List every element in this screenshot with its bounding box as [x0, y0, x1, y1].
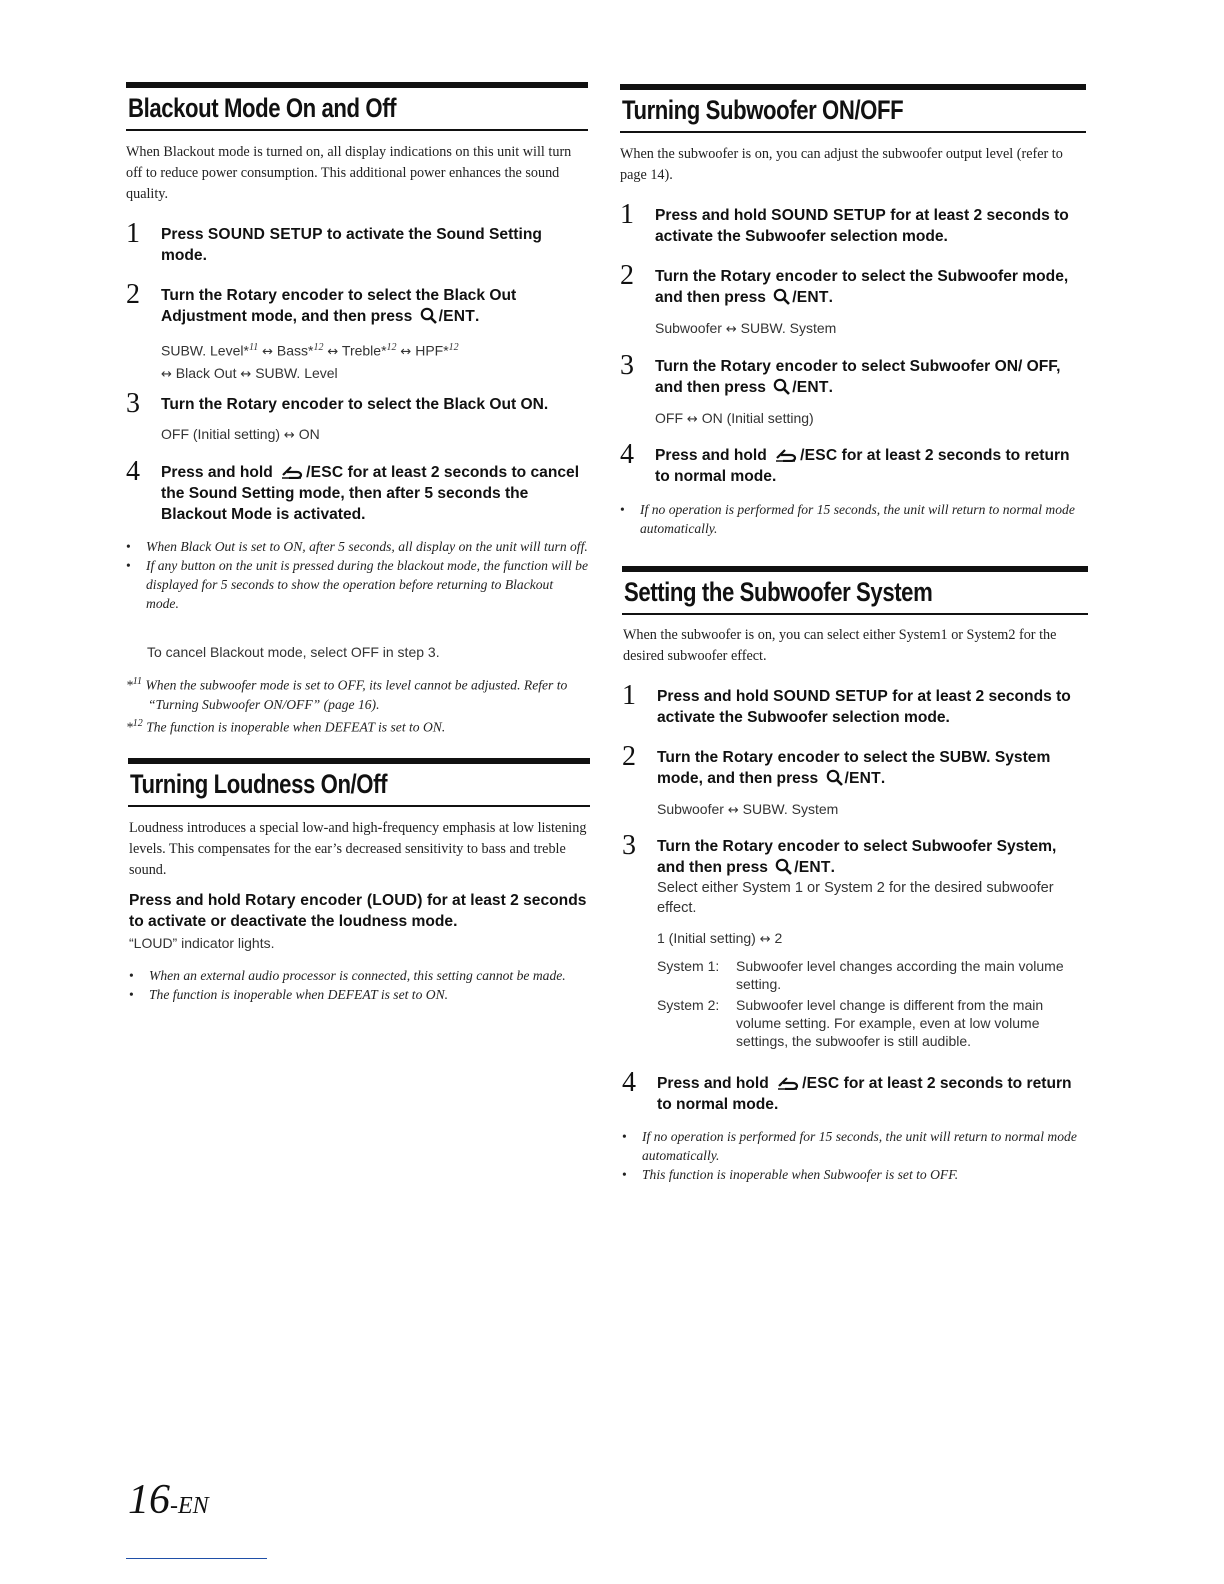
- step-keyword: Rotary encoder: [722, 749, 840, 766]
- page-number-value: 16: [128, 1477, 170, 1523]
- blackout-cancel-text: To cancel Blackout mode, select OFF in step 3.: [147, 644, 440, 660]
- double-arrow-icon: ↔: [327, 344, 339, 360]
- double-arrow-icon: ↔: [283, 428, 295, 443]
- step-text: [657, 747, 1088, 789]
- step-text-end: .: [828, 289, 833, 306]
- step-keyword: SOUND SETUP: [207, 226, 323, 243]
- heading-rule: [620, 131, 1086, 133]
- step-text-pre: Press: [161, 226, 208, 243]
- note-item: • The function is inoperable when DEFEAT is set to ON.: [129, 985, 591, 1004]
- step-text: [161, 394, 588, 415]
- footnote-number: 11: [132, 676, 143, 687]
- subwoofer-system-step-1: [622, 680, 1088, 728]
- double-arrow-icon: ↔: [686, 412, 698, 427]
- step-text-end: .: [828, 379, 833, 396]
- system-1-row: [657, 957, 1086, 993]
- blackout-step-3-sequence: [161, 424, 588, 446]
- search-enter-icon: [773, 378, 791, 395]
- seq-item: SUBW. Level: [255, 364, 338, 381]
- step-number: 2: [126, 279, 140, 310]
- double-arrow-icon: ↔: [759, 932, 771, 947]
- return-esc-icon: [777, 1075, 801, 1090]
- search-enter-icon: [826, 769, 844, 786]
- seq-item: 2: [774, 930, 783, 946]
- step-text-pre: Press and hold: [657, 1075, 774, 1092]
- step-text-post: for at least 2 seconds to cancel the Sound Setting mode, then after 5 seconds the Blackout Mode is activated.: [161, 464, 580, 523]
- subwoofer-onoff-step-1: [620, 199, 1086, 247]
- step-text: [657, 836, 1088, 878]
- footnote-ref: 11: [248, 342, 259, 353]
- seq-item: Black Out: [175, 364, 237, 381]
- subwoofer-system-step-2-sequence: [657, 799, 1086, 821]
- step-number: 3: [622, 830, 636, 861]
- loudness-notes: [129, 966, 591, 1004]
- step-text: [655, 445, 1086, 487]
- double-arrow-icon: ↔: [262, 344, 273, 360]
- seq-item: Bass*: [276, 342, 314, 359]
- seq-item: ON (Initial setting): [701, 410, 814, 426]
- heading-bar: [128, 758, 590, 764]
- footnote-mark: *: [126, 719, 133, 735]
- blackout-notes: [126, 537, 588, 613]
- esc-label: /ESC: [802, 1075, 840, 1092]
- seq-item: Subwoofer: [657, 801, 724, 817]
- loudness-instruction: [129, 890, 591, 932]
- step-text-post: to select the SUBW. System mode, and then press: [657, 749, 1051, 787]
- footnote-ref: 12: [448, 342, 459, 353]
- system-label: System 2:: [657, 997, 720, 1013]
- step-keyword: Rotary encoder: [722, 838, 840, 855]
- subwoofer-system-heading: [622, 566, 1088, 615]
- footnote-text: When the subwoofer mode is set to OFF, its level cannot be adjusted. Refer to “Turning Subwoofer ON/OFF” (page 16).: [142, 677, 568, 712]
- ent-label: /ENT: [792, 289, 829, 306]
- heading-bar: [622, 566, 1088, 572]
- loudness-section-heading: [128, 758, 590, 807]
- step-text-pre: Turn the: [161, 396, 227, 413]
- loudness-indicator-text: “LOUD” indicator lights.: [129, 935, 275, 951]
- step-number: 1: [620, 199, 634, 230]
- subwoofer-onoff-step-3-sequence: [655, 408, 1086, 430]
- double-arrow-icon: ↔: [727, 803, 739, 818]
- step-text-end: .: [880, 770, 886, 787]
- step-text: [655, 356, 1086, 398]
- blackout-footnotes: [126, 672, 588, 736]
- ent-label: /ENT: [794, 859, 831, 876]
- heading-rule: [126, 129, 588, 131]
- note-item: • This function is inoperable when Subwoofer is set to OFF.: [622, 1165, 1088, 1184]
- double-arrow-icon: ↔: [725, 322, 737, 337]
- step-text-post: to select the Black Out ON.: [343, 396, 549, 413]
- subwoofer-onoff-step-4: [620, 439, 1086, 487]
- step-text-post: to select the Black Out Adjustment mode, and then press: [161, 287, 517, 325]
- esc-label: /ESC: [306, 464, 344, 481]
- step-keyword: SOUND SETUP: [773, 688, 888, 705]
- blackout-intro: When Blackout mode is turned on, all display indications on this unit will turn off to reduce power consumption. This additional power enhances the sound quality.: [126, 144, 572, 202]
- footnote-ref: 12: [313, 342, 324, 353]
- ent-label: /ENT: [844, 770, 881, 787]
- note-item: • If any button on the unit is pressed during the blackout mode, the function will be displayed for 5 seconds to show the operation before returning to Blackout mode.: [126, 556, 588, 613]
- step-text-pre: Turn the: [655, 268, 721, 285]
- step-text-end: .: [830, 859, 835, 876]
- blackout-title: Blackout Mode On and Off: [128, 93, 397, 123]
- subwoofer-system-title: Setting the Subwoofer System: [624, 577, 933, 607]
- esc-label: /ESC: [800, 447, 838, 464]
- subwoofer-system-step-3-desc: Select either System 1 or System 2 for the desired subwoofer effect.: [657, 880, 1054, 916]
- step-number: 4: [620, 439, 634, 470]
- step-text-post: for at least 2 seconds to return to normal mode.: [655, 447, 1070, 485]
- loudness-intro: Loudness introduces a special low-and high-frequency emphasis at low listening levels. This compensates for the ear’s decreased sensitivity to bass and treble sound.: [129, 820, 587, 878]
- step-text-pre: Turn the: [657, 838, 723, 855]
- step-text-pre: Press and hold: [129, 892, 246, 909]
- seq-item: Subwoofer: [655, 320, 722, 336]
- step-number: 3: [620, 350, 634, 381]
- step-keyword: Rotary encoder: [226, 287, 344, 304]
- page-number-suffix: -EN: [170, 1493, 209, 1519]
- subwoofer-system-step-2: [622, 741, 1088, 789]
- blackout-step-2: [126, 279, 588, 327]
- seq-item: HPF*: [415, 342, 449, 359]
- double-arrow-icon: ↔: [400, 344, 412, 360]
- blackout-section-heading: [126, 82, 588, 131]
- step-text-pre: Press and hold: [657, 688, 774, 705]
- system-2-row: [657, 996, 1086, 1050]
- subwoofer-system-notes: [622, 1127, 1088, 1184]
- subwoofer-onoff-heading: [620, 84, 1086, 133]
- seq-item: SUBW. System: [740, 320, 837, 336]
- step-text-post: to select the Subwoofer mode, and then press: [655, 268, 1069, 306]
- step-keyword: SOUND SETUP: [771, 207, 886, 224]
- system-desc: Subwoofer level changes according the main volume setting.: [736, 958, 1064, 992]
- step-number: 2: [620, 260, 634, 291]
- footnote-item: [126, 672, 588, 714]
- heading-rule: [622, 613, 1088, 615]
- step-keyword: Rotary encoder: [226, 396, 344, 413]
- footnote-number: 12: [132, 717, 143, 729]
- step-text-pre: Turn the: [655, 358, 721, 375]
- return-esc-icon: [281, 464, 305, 479]
- step-number: 1: [126, 218, 140, 249]
- step-text-post: for at least 2 seconds to activate the Subwoofer selection mode.: [655, 207, 1069, 245]
- seq-item: ON: [298, 426, 320, 442]
- step-number: 4: [622, 1067, 636, 1098]
- note-item: • When Black Out is set to ON, after 5 seconds, all display on the unit will turn off.: [126, 537, 588, 556]
- step-number: 3: [126, 388, 140, 419]
- blackout-step-2-sequence: [161, 338, 588, 385]
- blackout-step-3: [126, 388, 588, 419]
- seq-item: SUBW. System: [742, 801, 839, 817]
- step-text-end: .: [474, 308, 480, 325]
- page-number: [128, 1476, 209, 1524]
- step-text-post: to activate the Sound Setting mode.: [161, 226, 542, 264]
- step-text: [657, 1073, 1088, 1115]
- double-arrow-icon: ↔: [240, 366, 252, 382]
- seq-item: Treble*: [341, 342, 387, 359]
- footnote-mark: *: [126, 677, 133, 693]
- heading-bar: [620, 84, 1086, 90]
- blackout-step-1: [126, 218, 588, 266]
- subwoofer-onoff-notes: [620, 500, 1086, 538]
- ent-label: /ENT: [792, 379, 829, 396]
- subwoofer-onoff-intro: When the subwoofer is on, you can adjust the subwoofer output level (refer to page 14).: [620, 146, 1063, 183]
- seq-item: OFF: [655, 410, 683, 426]
- step-text: [161, 285, 588, 327]
- subwoofer-system-intro: When the subwoofer is on, you can select either System1 or System2 for the desired subwoofer effect.: [623, 627, 1057, 664]
- subwoofer-onoff-step-2-sequence: [655, 318, 1086, 340]
- search-enter-icon: [773, 288, 791, 305]
- note-item: • If no operation is performed for 15 seconds, the unit will return to normal mode automatically.: [620, 500, 1086, 538]
- seq-item: SUBW. Level*: [161, 342, 249, 359]
- seq-item: OFF (Initial setting): [161, 426, 281, 442]
- search-enter-icon: [420, 307, 438, 324]
- return-esc-icon: [775, 447, 799, 462]
- step-keyword: Rotary encoder (LOUD): [245, 892, 423, 909]
- step-number: 4: [126, 456, 140, 487]
- note-item: • If no operation is performed for 15 seconds, the unit will return to normal mode automatically.: [622, 1127, 1088, 1165]
- step-text: [161, 462, 588, 525]
- double-arrow-icon: ↔: [161, 366, 172, 382]
- loudness-title: Turning Loudness On/Off: [130, 769, 388, 799]
- step-number: 2: [622, 741, 636, 772]
- step-text-post: for at least 2 seconds to activate the Subwoofer selection mode.: [657, 688, 1071, 726]
- step-text-post: for at least 2 seconds to activate or deactivate the loudness mode.: [129, 892, 587, 930]
- subwoofer-system-step-3: [622, 830, 1088, 878]
- system-label: System 1:: [657, 958, 720, 974]
- footnote-item: [126, 714, 588, 737]
- step-text-post: to select Subwoofer System, and then press: [657, 838, 1057, 876]
- heading-bar: [126, 82, 588, 88]
- step-text-pre: Press and hold: [655, 447, 772, 464]
- ent-label: /ENT: [438, 308, 475, 325]
- footer-rule: [126, 1558, 267, 1559]
- subwoofer-system-step-4: [622, 1067, 1088, 1115]
- step-text: [655, 266, 1086, 308]
- step-keyword: Rotary encoder: [720, 268, 838, 285]
- step-text-post: for at least 2 seconds to return to normal mode.: [657, 1075, 1072, 1113]
- heading-rule: [128, 805, 590, 807]
- footnote-ref: 12: [386, 342, 397, 353]
- subwoofer-onoff-step-2: [620, 260, 1086, 308]
- subwoofer-onoff-step-3: [620, 350, 1086, 398]
- seq-item: 1 (Initial setting): [657, 930, 756, 946]
- step-keyword: Rotary encoder: [720, 358, 838, 375]
- step-text: [161, 224, 588, 266]
- step-text-pre: Press and hold: [655, 207, 772, 224]
- note-item: • When an external audio processor is connected, this setting cannot be made.: [129, 966, 591, 985]
- step-text: [129, 890, 591, 932]
- step-text-pre: Press and hold: [161, 464, 278, 481]
- blackout-step-4: [126, 456, 588, 525]
- step-text: [655, 205, 1086, 247]
- search-enter-icon: [775, 858, 793, 875]
- subwoofer-onoff-title: Turning Subwoofer ON/OFF: [622, 95, 904, 125]
- step-number: 1: [622, 680, 636, 711]
- subwoofer-system-step-3-sequence: [657, 928, 1086, 950]
- step-text-post: to select Subwoofer ON/ OFF, and then press: [655, 358, 1061, 396]
- step-text-pre: Turn the: [657, 749, 723, 766]
- step-text: [657, 686, 1088, 728]
- step-text-pre: Turn the: [161, 287, 227, 304]
- footnote-text: The function is inoperable when DEFEAT is set to ON.: [142, 719, 446, 735]
- system-desc: Subwoofer level change is different from the main volume setting. For example, even at low volume settings, the subwoofer is still audible.: [736, 997, 1044, 1049]
